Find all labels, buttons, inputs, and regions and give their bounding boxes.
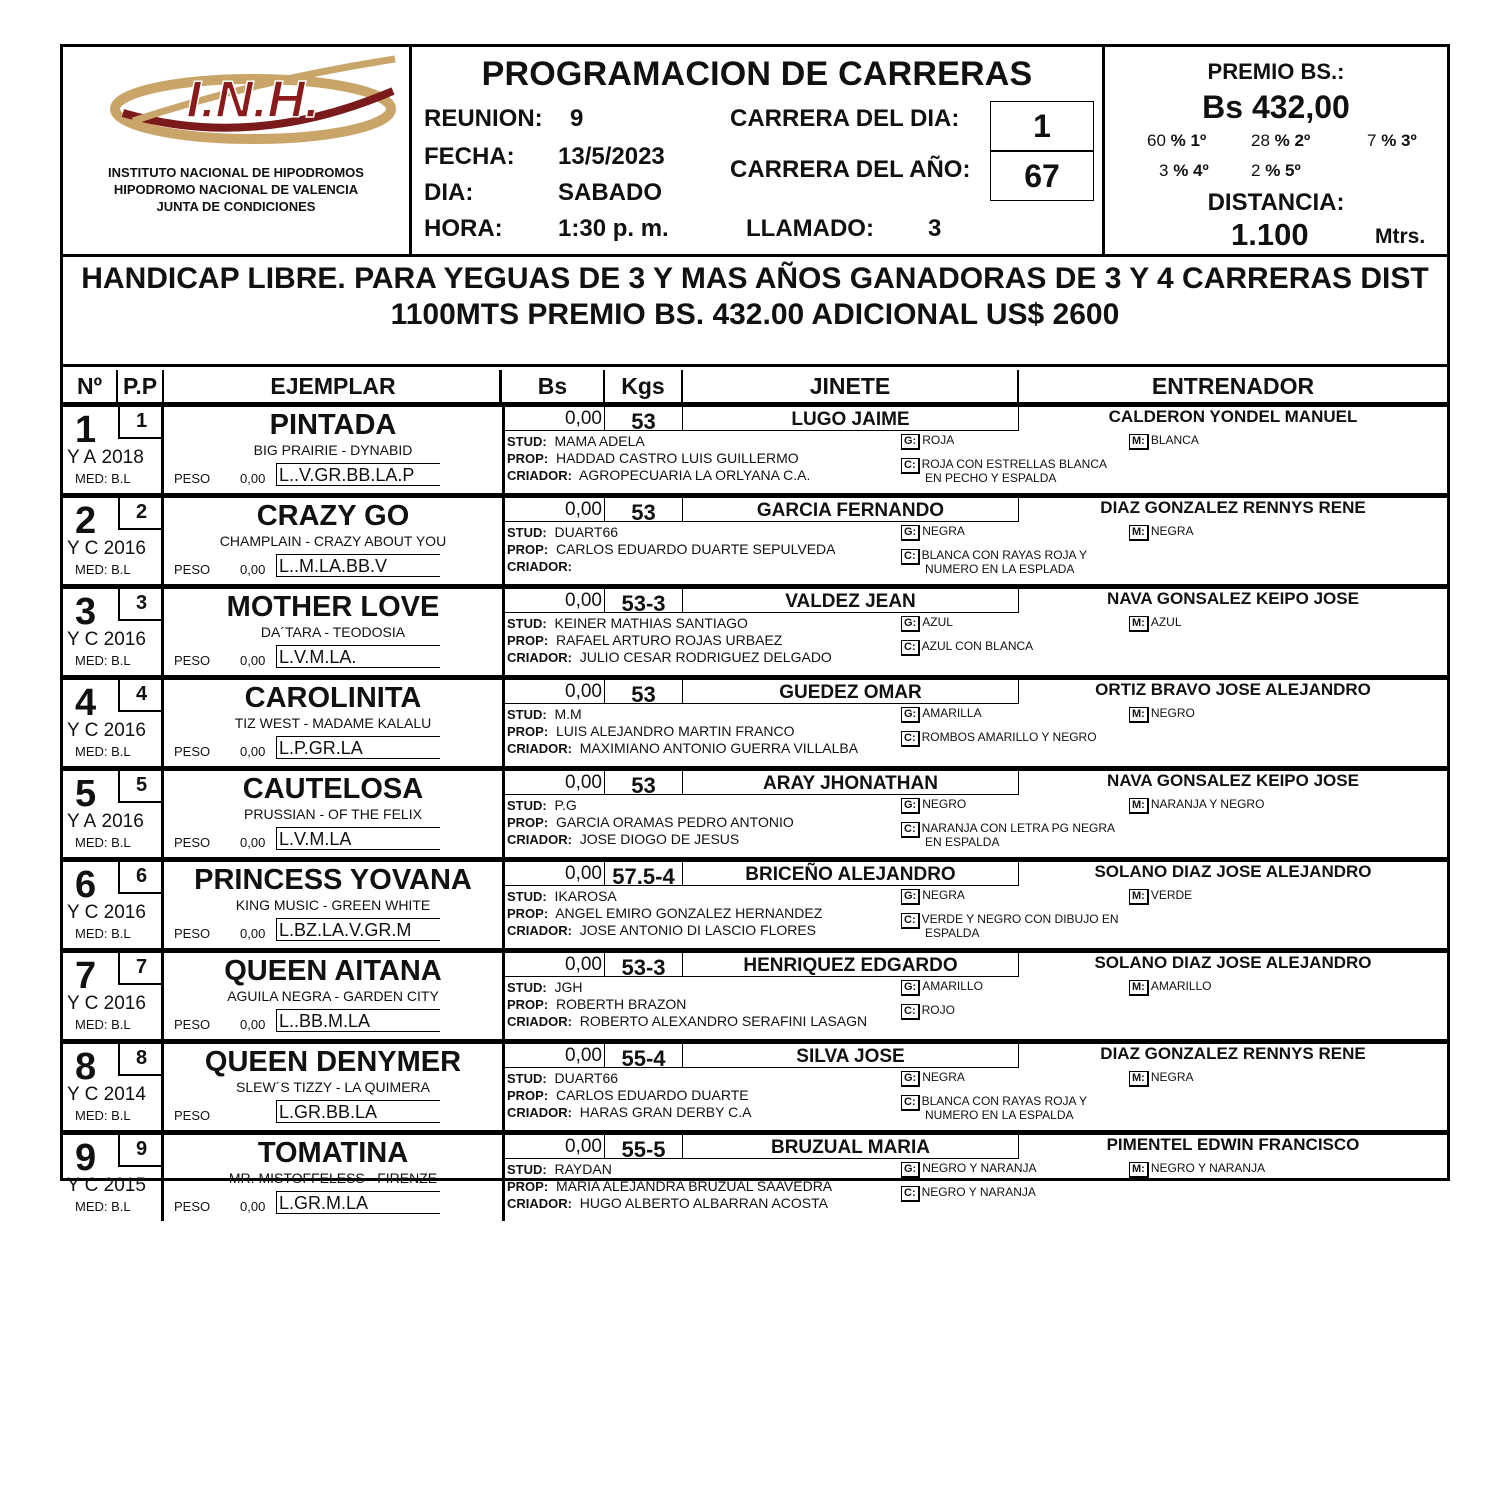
g-colors: G: NEGRO Y NARANJA (901, 1161, 1037, 1178)
horse-cell (164, 862, 505, 948)
prop-line: PROP: RAFAEL ARTURO ROJAS URBAEZ (507, 632, 783, 648)
pedigree: PRUSSIAN - OF THE FELIX (244, 806, 422, 822)
c-colors: C: ROJO (901, 1003, 955, 1020)
stud-line: STUD: P.G (507, 797, 577, 813)
post-position: 6 (118, 862, 163, 894)
trainer-name: CALDERON YONDEL MANUEL (1108, 407, 1358, 426)
table-row (63, 498, 1447, 589)
horse-name: CAROLINITA (244, 682, 422, 714)
sex-year: Y C 2016 (67, 629, 146, 650)
sex-year: Y A 2016 (67, 811, 144, 832)
horse-name: PINTADA (269, 409, 397, 441)
col-jinete: JINETE (683, 370, 1019, 402)
criador-line: CRIADOR: JOSE DIOGO DE JESUS (507, 831, 740, 847)
table-header (63, 370, 1447, 407)
c-colors-line-2: NUMERO EN LA ESPLADA (925, 562, 1075, 576)
peso-label: PESO (174, 1017, 211, 1032)
pct-2: 28 % 2º (1251, 131, 1311, 150)
peso-value: 0,00 (240, 653, 266, 668)
horse-cell (164, 589, 505, 675)
col-entrenador: ENTRENADOR (1151, 373, 1315, 399)
prize-panel (1105, 47, 1447, 254)
hora-label: HORA: (424, 215, 503, 242)
stud-line: STUD: KEINER MATHIAS SANTIAGO (507, 615, 748, 631)
stud-line: STUD: DUART66 (507, 524, 619, 540)
bs-value: 0,00 (505, 680, 605, 704)
post-position: 3 (118, 589, 163, 621)
page-title: PROGRAMACION DE CARRERAS (481, 55, 1033, 93)
medications-box: L.V.M.LA (276, 827, 440, 850)
col-kgs: Kgs (605, 370, 683, 402)
m-colors: M: VERDE (1129, 888, 1192, 905)
medication: MED: B.L (75, 562, 131, 577)
medications-box: L..M.LA.BB.V (276, 554, 440, 577)
prop-line: PROP: CARLOS EDUARDO DUARTE (507, 1087, 749, 1103)
post-position: 7 (118, 953, 163, 985)
medication: MED: B.L (75, 835, 131, 850)
trainer-name: SOLANO DIAZ JOSE ALEJANDRO (1094, 953, 1372, 972)
medication: MED: B.L (75, 1199, 131, 1214)
medication: MED: B.L (75, 744, 131, 759)
kgs-value: 53-3 (605, 589, 683, 613)
sex-year: Y C 2016 (67, 720, 146, 741)
trainer-name: SOLANO DIAZ JOSE ALEJANDRO (1094, 862, 1372, 881)
prop-line: PROP: ANGEL EMIRO GONZALEZ HERNANDEZ (507, 905, 823, 921)
peso-label: PESO (174, 926, 211, 941)
stud-line: STUD: RAYDAN (507, 1161, 612, 1177)
trainer-name: NAVA GONSALEZ KEIPO JOSE (1107, 589, 1359, 608)
criador-line: CRIADOR: JULIO CESAR RODRIGUEZ DELGADO (507, 649, 832, 665)
m-colors: M: AMARILLO (1129, 979, 1212, 996)
c-colors: C: NARANJA CON LETRA PG NEGRA (901, 821, 1115, 838)
medication: MED: B.L (75, 1017, 131, 1032)
g-colors: G: ROJA (901, 433, 954, 450)
g-colors: G: NEGRA (901, 888, 965, 905)
race-info-cell (505, 407, 1447, 493)
inh-logo (103, 51, 403, 161)
llamado-value: 3 (928, 215, 942, 242)
medications-box: L.P.GR.LA (276, 736, 440, 759)
premio-value: Bs 432,00 (1202, 89, 1350, 125)
criador-line: CRIADOR: ROBERTO ALEXANDRO SERAFINI LASAGN (507, 1013, 868, 1029)
jockey-name: BRUZUAL MARIA (683, 1135, 1019, 1159)
jockey-name: SILVA JOSE (683, 1044, 1019, 1068)
post-position: 1 (118, 407, 163, 439)
mtrs-label: Mtrs. (1375, 225, 1426, 248)
dia-label: DIA: (424, 179, 474, 206)
post-position: 5 (118, 771, 163, 803)
race-info-cell (505, 953, 1447, 1039)
jockey-name: BRICEÑO ALEJANDRO (683, 862, 1019, 886)
bs-value: 0,00 (505, 953, 605, 977)
hora-value: 1:30 p. m. (558, 215, 669, 242)
peso-value: 0,00 (240, 471, 266, 486)
peso-value: 0,00 (240, 835, 266, 850)
race-info-cell (505, 1135, 1447, 1221)
carrera-ano-label: CARRERA DEL AÑO: (730, 156, 971, 183)
g-colors: G: NEGRA (901, 524, 965, 541)
entry-number: 4 (75, 682, 97, 724)
horse-name: CRAZY GO (256, 500, 410, 532)
pedigree: BIG PRAIRIE - DYNABID (253, 442, 413, 458)
pedigree: TIZ WEST - MADAME KALALU (234, 715, 432, 731)
stud-line: STUD: IKAROSA (507, 888, 617, 904)
pedigree: AGUILA NEGRA - GARDEN CITY (227, 988, 439, 1004)
peso-label: PESO (174, 653, 211, 668)
g-colors: G: AMARILLO (901, 979, 983, 996)
kgs-value: 53 (605, 498, 683, 522)
horse-name: MOTHER LOVE (226, 591, 440, 623)
entry-number: 2 (75, 500, 97, 542)
bs-value: 0,00 (505, 407, 605, 431)
c-colors: C: VERDE Y NEGRO CON DIBUJO EN (901, 912, 1119, 929)
peso-value: 0,00 (240, 926, 266, 941)
criador-line: CRIADOR: (507, 559, 572, 574)
pedigree: MR. MISTOFFELESS - FIRENZE (228, 1170, 438, 1186)
table-row (63, 407, 1447, 498)
entry-number: 8 (75, 1046, 97, 1088)
logo-text: I.N.H. (186, 71, 320, 129)
table-row (63, 1135, 1447, 1213)
medication: MED: B.L (75, 926, 131, 941)
fecha-value: 13/5/2023 (558, 143, 665, 170)
horse-cell (164, 680, 505, 766)
c-colors: C: BLANCA CON RAYAS ROJA Y (901, 548, 1087, 565)
jockey-name: GUEDEZ OMAR (683, 680, 1019, 704)
medications-box: L.V.M.LA. (276, 645, 440, 668)
prop-line: PROP: MARIA ALEJANDRA BRUZUAL SAAVEDRA (507, 1178, 833, 1194)
medications-box: L.BZ.LA.V.GR.M (276, 918, 440, 941)
entry-number: 6 (75, 864, 97, 906)
medications-box: L.GR.M.LA (276, 1191, 440, 1214)
stud-line: STUD: DUART66 (507, 1070, 619, 1086)
entry-number: 5 (75, 773, 97, 815)
fecha-label: FECHA: (424, 143, 515, 170)
kgs-value: 53 (605, 771, 683, 795)
race-info-cell (505, 862, 1447, 948)
horse-cell (164, 498, 505, 584)
criador-line: CRIADOR: MAXIMIANO ANTONIO GUERRA VILLALBA (507, 740, 859, 756)
horse-name: PRINCESS YOVANA (194, 864, 472, 896)
distancia-label: DISTANCIA: (1207, 189, 1345, 216)
race-info-cell (505, 498, 1447, 584)
kgs-value: 53-3 (605, 953, 683, 977)
program-info (412, 47, 1105, 254)
col-pp: P.P (118, 370, 164, 402)
horse-name: TOMATINA (257, 1137, 409, 1169)
horse-cell (164, 1135, 505, 1221)
sex-year: Y C 2016 (67, 538, 146, 559)
pedigree: KING MUSIC - GREEN WHITE (235, 897, 431, 913)
kgs-value: 53 (605, 680, 683, 704)
m-colors: M: BLANCA (1129, 433, 1199, 450)
peso-label: PESO (174, 471, 211, 486)
trainer-name: DIAZ GONZALEZ RENNYS RENE (1100, 498, 1366, 517)
jockey-name: GARCIA FERNANDO (683, 498, 1019, 522)
g-colors: G: NEGRA (901, 1070, 965, 1087)
jockey-name: VALDEZ JEAN (683, 589, 1019, 613)
criador-line: CRIADOR: JOSE ANTONIO DI LASCIO FLORES (507, 922, 817, 938)
distancia-value: 1.100 (1231, 217, 1309, 252)
condition-line-1: HANDICAP LIBRE. PARA YEGUAS DE 3 Y MAS AÑOS GANADORAS DE 3 Y 4 CARRERAS DIST (81, 262, 1429, 295)
race-info-cell (505, 1044, 1447, 1130)
horse-cell (164, 407, 505, 493)
peso-value: 0,00 (240, 1017, 266, 1032)
horse-name: QUEEN DENYMER (204, 1046, 462, 1078)
pedigree: CHAMPLAIN - CRAZY ABOUT YOU (219, 533, 447, 549)
carrera-dia-label: CARRERA DEL DIA: (730, 105, 960, 132)
race-info-cell (505, 589, 1447, 675)
condition-line-2: 1100MTS PREMIO BS. 432.00 ADICIONAL US$ 2600 (390, 298, 1120, 331)
peso-label: PESO (174, 562, 211, 577)
pct-3: 7 % 3º (1367, 131, 1417, 150)
header (63, 47, 1447, 257)
c-colors-line-2: NUMERO EN LA ESPALDA (925, 1108, 1074, 1122)
g-colors: G: AMARILLA (901, 706, 982, 723)
carrera-ano-value: 67 (990, 151, 1094, 201)
bs-value: 0,00 (505, 862, 605, 886)
horse-name: CAUTELOSA (242, 773, 424, 805)
dia-value: SABADO (558, 179, 663, 206)
kgs-value: 53 (605, 407, 683, 431)
reunion-value: 9 (570, 105, 584, 132)
c-colors: C: ROMBOS AMARILLO Y NEGRO (901, 730, 1097, 747)
race-info-cell (505, 680, 1447, 766)
trainer-name: NAVA GONSALEZ KEIPO JOSE (1107, 771, 1359, 790)
sex-year: Y C 2016 (67, 993, 146, 1014)
medication: MED: B.L (75, 471, 131, 486)
peso-label: PESO (174, 1199, 211, 1214)
logo-box (63, 47, 412, 254)
stud-line: STUD: JGH (507, 979, 583, 995)
entry-number-cell (63, 589, 164, 675)
m-colors: M: NEGRO Y NARANJA (1129, 1161, 1265, 1178)
bs-value: 0,00 (505, 589, 605, 613)
table-row (63, 862, 1447, 953)
pct-1: 60 % 1º (1147, 131, 1207, 150)
m-colors: M: AZUL (1129, 615, 1182, 632)
premio-label: PREMIO BS.: (1207, 59, 1345, 84)
entry-number-cell (63, 407, 164, 493)
criador-line: CRIADOR: HARAS GRAN DERBY C.A (507, 1104, 752, 1120)
post-position: 8 (118, 1044, 163, 1076)
bs-value: 0,00 (505, 1135, 605, 1159)
race-condition (63, 257, 1447, 367)
post-position: 9 (118, 1135, 163, 1167)
jockey-name: HENRIQUEZ EDGARDO (683, 953, 1019, 977)
g-colors: G: AZUL (901, 615, 953, 632)
col-bs: Bs (499, 370, 605, 402)
medication: MED: B.L (75, 1108, 131, 1123)
pedigree: DA´TARA - TEODOSIA (260, 624, 406, 640)
m-colors: M: NEGRA (1129, 1070, 1194, 1087)
bs-value: 0,00 (505, 771, 605, 795)
trainer-name: ORTIZ BRAVO JOSE ALEJANDRO (1095, 680, 1371, 699)
entry-number-cell (63, 953, 164, 1039)
bs-value: 0,00 (505, 498, 605, 522)
peso-value: 0,00 (240, 744, 266, 759)
m-colors: M: NARANJA Y NEGRO (1129, 797, 1264, 814)
horse-cell (164, 953, 505, 1039)
institute-line-3: JUNTA DE CONDICIONES (156, 199, 316, 214)
entry-number-cell (63, 498, 164, 584)
post-position: 2 (118, 498, 163, 530)
entry-number-cell (63, 862, 164, 948)
col-ejemplar: EJEMPLAR (270, 373, 396, 399)
c-colors-line-2: EN ESPALDA (925, 835, 1000, 849)
horse-name: QUEEN AITANA (224, 955, 442, 987)
jockey-name: ARAY JHONATHAN (683, 771, 1019, 795)
m-colors: M: NEGRA (1129, 524, 1194, 541)
c-colors: C: BLANCA CON RAYAS ROJA Y (901, 1094, 1087, 1111)
sex-year: Y A 2018 (67, 447, 144, 468)
c-colors: C: NEGRO Y NARANJA (901, 1185, 1036, 1202)
c-colors: C: AZUL CON BLANCA (901, 639, 1033, 656)
carrera-dia-value: 1 (990, 101, 1094, 151)
reunion-label: REUNION: (424, 105, 543, 132)
horse-cell (164, 1044, 505, 1130)
entry-number: 7 (75, 955, 97, 997)
medication: MED: B.L (75, 653, 131, 668)
entry-number-cell (63, 1135, 164, 1221)
pct-5: 2 % 5º (1251, 161, 1301, 180)
peso-value: 0,00 (240, 562, 266, 577)
entry-number-cell (63, 771, 164, 857)
institute-lines (63, 164, 409, 215)
entry-number: 9 (75, 1137, 97, 1179)
trainer-name: PIMENTEL EDWIN FRANCISCO (1106, 1135, 1360, 1154)
sex-year: Y C 2015 (67, 1175, 146, 1196)
jockey-name: LUGO JAIME (683, 407, 1019, 431)
stud-line: STUD: MAMA ADELA (507, 433, 645, 449)
race-program-sheet (60, 44, 1450, 1214)
trainer-name: DIAZ GONZALEZ RENNYS RENE (1100, 1044, 1366, 1063)
race-info-cell (505, 771, 1447, 857)
sex-year: Y C 2014 (67, 1084, 146, 1105)
prop-line: PROP: HADDAD CASTRO LUIS GUILLERMO (507, 450, 799, 466)
medications-box: L..BB.M.LA (276, 1009, 440, 1032)
entry-number-cell (63, 1044, 164, 1130)
stud-line: STUD: M.M (507, 706, 582, 722)
peso-value: 0,00 (240, 1199, 266, 1214)
institute-line-1: INSTITUTO NACIONAL DE HIPODROMOS (108, 165, 364, 180)
table-row (63, 953, 1447, 1044)
table-row (63, 771, 1447, 862)
kgs-value: 55-5 (605, 1135, 683, 1159)
bs-value: 0,00 (505, 1044, 605, 1068)
pct-4: 3 % 4º (1159, 161, 1209, 180)
prop-line: PROP: CARLOS EDUARDO DUARTE SEPULVEDA (507, 541, 836, 557)
peso-label: PESO (174, 744, 211, 759)
table-row (63, 1044, 1447, 1135)
institute-line-2: HIPODROMO NACIONAL DE VALENCIA (113, 182, 359, 197)
peso-label: PESO (174, 1108, 211, 1123)
medications-box: L..V.GR.BB.LA.P (276, 463, 440, 486)
prop-line: PROP: ROBERTH BRAZON (507, 996, 687, 1012)
g-colors: G: NEGRO (901, 797, 966, 814)
entry-number-cell (63, 680, 164, 766)
entry-number: 3 (75, 591, 97, 633)
kgs-value: 55-4 (605, 1044, 683, 1068)
prop-line: PROP: LUIS ALEJANDRO MARTIN FRANCO (507, 723, 795, 739)
c-colors-line-2: ESPALDA (925, 926, 980, 940)
post-position: 4 (118, 680, 163, 712)
col-no: Nº (63, 370, 118, 402)
c-colors: C: ROJA CON ESTRELLAS BLANCA (901, 457, 1107, 474)
pedigree: SLEW´S TIZZY - LA QUIMERA (236, 1079, 430, 1095)
entry-number: 1 (75, 409, 97, 451)
prop-line: PROP: GARCIA ORAMAS PEDRO ANTONIO (507, 814, 794, 830)
sex-year: Y C 2016 (67, 902, 146, 923)
m-colors: M: NEGRO (1129, 706, 1195, 723)
table-row (63, 680, 1447, 771)
horse-cell (164, 771, 505, 857)
c-colors-line-2: EN PECHO Y ESPALDA (925, 471, 1057, 485)
llamado-label: LLAMADO: (746, 215, 874, 242)
table-row (63, 589, 1447, 680)
peso-label: PESO (174, 835, 211, 850)
entries-list (63, 407, 1447, 1213)
criador-line: CRIADOR: HUGO ALBERTO ALBARRAN ACOSTA (507, 1195, 828, 1211)
medications-box: L.GR.BB.LA (276, 1100, 440, 1123)
kgs-value: 57.5-4 (605, 862, 683, 886)
criador-line: CRIADOR: AGROPECUARIA LA ORLYANA C.A. (507, 467, 811, 483)
